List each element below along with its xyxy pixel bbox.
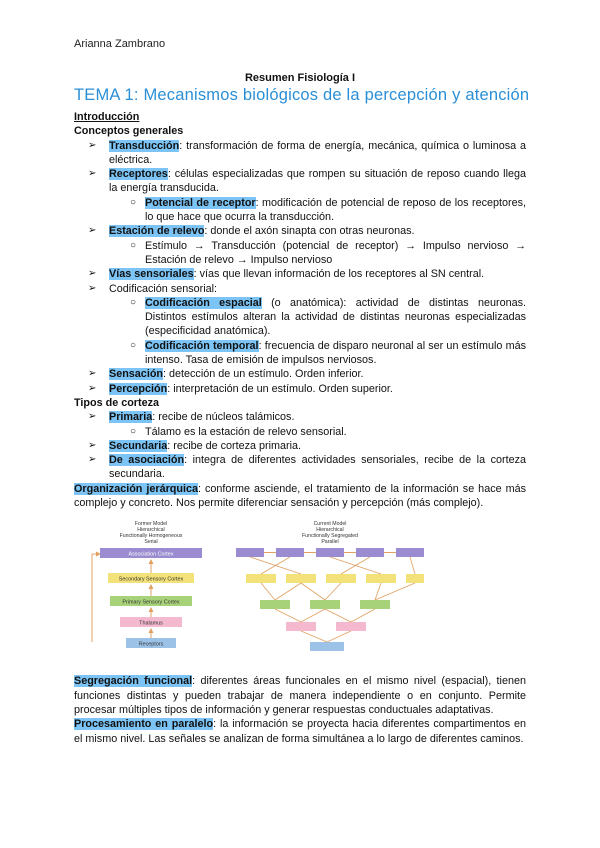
list-item [74,439,526,453]
definition-text: : células especializadas que rompen su situación de reposo cuando llega la energía transducida. [109,168,526,195]
definition-text: : integra de diferentes actividades sensoriales, recibe de la corteza secundaria. [109,454,526,481]
paragraph-organizacion [74,482,526,511]
highlighted-term: Sensación [109,368,164,381]
paragraph-paralelo [74,717,526,746]
list-item [74,196,526,225]
subheading-concepts: Conceptos generales [74,125,184,138]
circle-bullet-icon: ○ [130,296,137,308]
topic-title: TEMA 1: Mecanismos biológicos de la percepción y atención [74,86,530,104]
circle-bullet-icon: ○ [130,425,137,437]
list-item [74,425,526,439]
connection-line [250,557,301,574]
primary-area-box [360,600,390,609]
arrow-bullet-icon: ➢ [88,282,97,294]
list-item [74,410,526,424]
author-name: Arianna Zambrano [74,38,166,50]
highlighted-term: Organización jerárquica [74,482,198,495]
circle-bullet-icon: ○ [130,339,137,351]
connection-line [301,609,325,622]
connection-line [327,631,351,642]
arrow-bullet-icon: ➢ [88,411,97,423]
association-area-box [276,548,304,557]
paragraph-segregacion [74,674,526,717]
connection-line [330,557,381,574]
highlighted-term: Codificación temporal [145,339,259,352]
arrow-bullet-icon: ➢ [88,454,97,466]
document-title: Resumen Fisiología I [244,72,356,84]
current-model-title-1: Current Model [313,521,347,528]
arrow-bullet-icon: ➢ [88,139,97,151]
thalamic-nucleus-box [286,622,316,631]
definition-text: Estímulo → Transducción (potencial de receptor) → Impulso nervioso → Estación de relevo → Impulso nervioso [145,239,526,266]
highlighted-term: Segregación funcional [74,675,193,688]
highlighted-term: Secundaria [109,439,168,452]
receptors-label: Receptors [138,641,164,648]
definition-text: : detección de un estímulo. Orden inferior. [163,368,364,381]
hierarchy-diagram [74,516,526,666]
connection-line [351,609,375,622]
highlighted-term: Primaria [109,411,153,424]
secondary-area-box [406,574,424,583]
hierarchy-figure [74,516,526,666]
connection-line [301,631,327,642]
definition-text: Tálamo es la estación de relevo sensorial. [145,425,347,438]
definition-text: : recibe de corteza primaria. [167,439,302,452]
current-model-title-2: Hierarchical [316,527,344,534]
list-item [74,453,526,482]
former-model-title-2: Hierarchical [137,527,165,534]
highlighted-term: Receptores [109,168,168,181]
list-item [74,382,526,396]
secondary-area-box [326,574,356,583]
arrow-bullet-icon: ➢ [88,368,97,380]
definition-text: : vías que llevan información de los receptores al SN central. [193,268,485,281]
list-item [74,367,526,381]
former-model-title-3: Functionally Homogeneous [119,533,183,540]
secondary-area-box [246,574,276,583]
circle-bullet-icon: ○ [130,239,137,251]
current-model-title-4: Parallel [321,539,339,546]
primary-cortex-label: Primary Sensory Cortex [122,599,180,606]
current-model-panel [236,521,424,651]
definition-text: : la información se proyecta hacia diferentes compartimentos en el mismo nivel. Las señales se analizan de forma simultánea a lo largo de diferentes caminos. [74,718,526,745]
thalamus-label: Thalamus [139,620,163,627]
highlighted-term: Percepción [109,382,168,395]
definition-text: : recibe de núcleos talámicos. [152,411,295,424]
definition-text: (o anatómica): actividad de distintas neuronas. Distintos estímulos alteran la actividad de distintas neuronas especializadas (especificidad anatómica). [145,296,527,338]
highlighted-term: Transducción [109,139,180,152]
highlighted-term: De asociación [109,454,185,467]
association-area-box [316,548,344,557]
association-area-box [356,548,384,557]
highlighted-term: Potencial de receptor [145,196,256,209]
connection-line [325,583,341,600]
primary-area-box [310,600,340,609]
arrow-bullet-icon: ➢ [88,225,97,237]
highlighted-term: Vías sensoriales [109,268,194,281]
highlighted-term: Procesamiento en paralelo [74,718,214,731]
highlighted-term: Estación de relevo [109,225,205,238]
secondary-cortex-label: Secondary Sensory Cortex [118,576,184,583]
definition-text: : modificación de potencial de reposo de los receptores, lo que hace que ocurra la transducción. [145,196,526,224]
connection-line [275,583,301,600]
thalamic-nucleus-box [336,622,366,631]
arrow-bullet-icon: ➢ [88,168,97,180]
connection-line [261,583,275,600]
secondary-area-box [286,574,316,583]
definition-text: : frecuencia de disparo neuronal al ser un estímulo más intenso. Tasa de emisión de impulsos nerviosos. [145,339,526,367]
association-area-box [236,548,264,557]
list-item [74,139,526,168]
former-model-panel [92,521,202,648]
list-item [74,267,526,281]
definition-text: : diferentes áreas funcionales en el mismo nivel (espacial), tienen funciones distintas y pueden trabajar de manera independiente o en conjunto. Permite procesar múltiples tipos de información y generar respuestas conductuales adaptativas. [74,675,526,716]
list-item [74,224,526,238]
document-body [74,110,526,746]
former-model-title-1: Former Model [134,521,168,528]
definition-text: : donde el axón sinapta con otras neuronas. [204,225,415,238]
definition-text: : conforme asciende, el tratamiento de la información se hace más complejo y concreto. Nos permite diferenciar sensación y percepción (más complejo). [74,482,526,510]
association-area-box [396,548,424,557]
highlighted-term: Codificación espacial [145,296,262,309]
association-cortex-label: Association Cortex [128,551,174,558]
definition-text: : transformación de forma de energía, mecánica, química o luminosa a eléctrica. [109,139,526,166]
secondary-area-box [366,574,396,583]
list-item [74,339,526,368]
arrow-bullet-icon: ➢ [88,382,97,394]
former-model-title-4: Serial [144,539,158,546]
circle-bullet-icon: ○ [130,196,137,208]
definition-text: : interpretación de un estímulo. Orden superior. [167,382,393,395]
receptors-box [310,642,344,651]
connection-line [325,609,351,622]
list-item [74,239,526,268]
subheading-cortex: Tipos de corteza [74,396,159,409]
connection-line [301,583,325,600]
list-item [74,282,526,296]
arrow-bullet-icon: ➢ [88,439,97,451]
list-item [74,167,526,196]
current-model-title-3: Functionally Segregated [302,533,358,540]
section-heading-intro: Introducción [74,111,140,123]
connection-line [410,557,415,574]
arrow-bullet-icon: ➢ [88,268,97,280]
definition-text: Codificación sensorial: [109,282,218,295]
primary-area-box [260,600,290,609]
connection-line [375,583,415,600]
connection-line [275,609,301,622]
list-item [74,296,526,339]
